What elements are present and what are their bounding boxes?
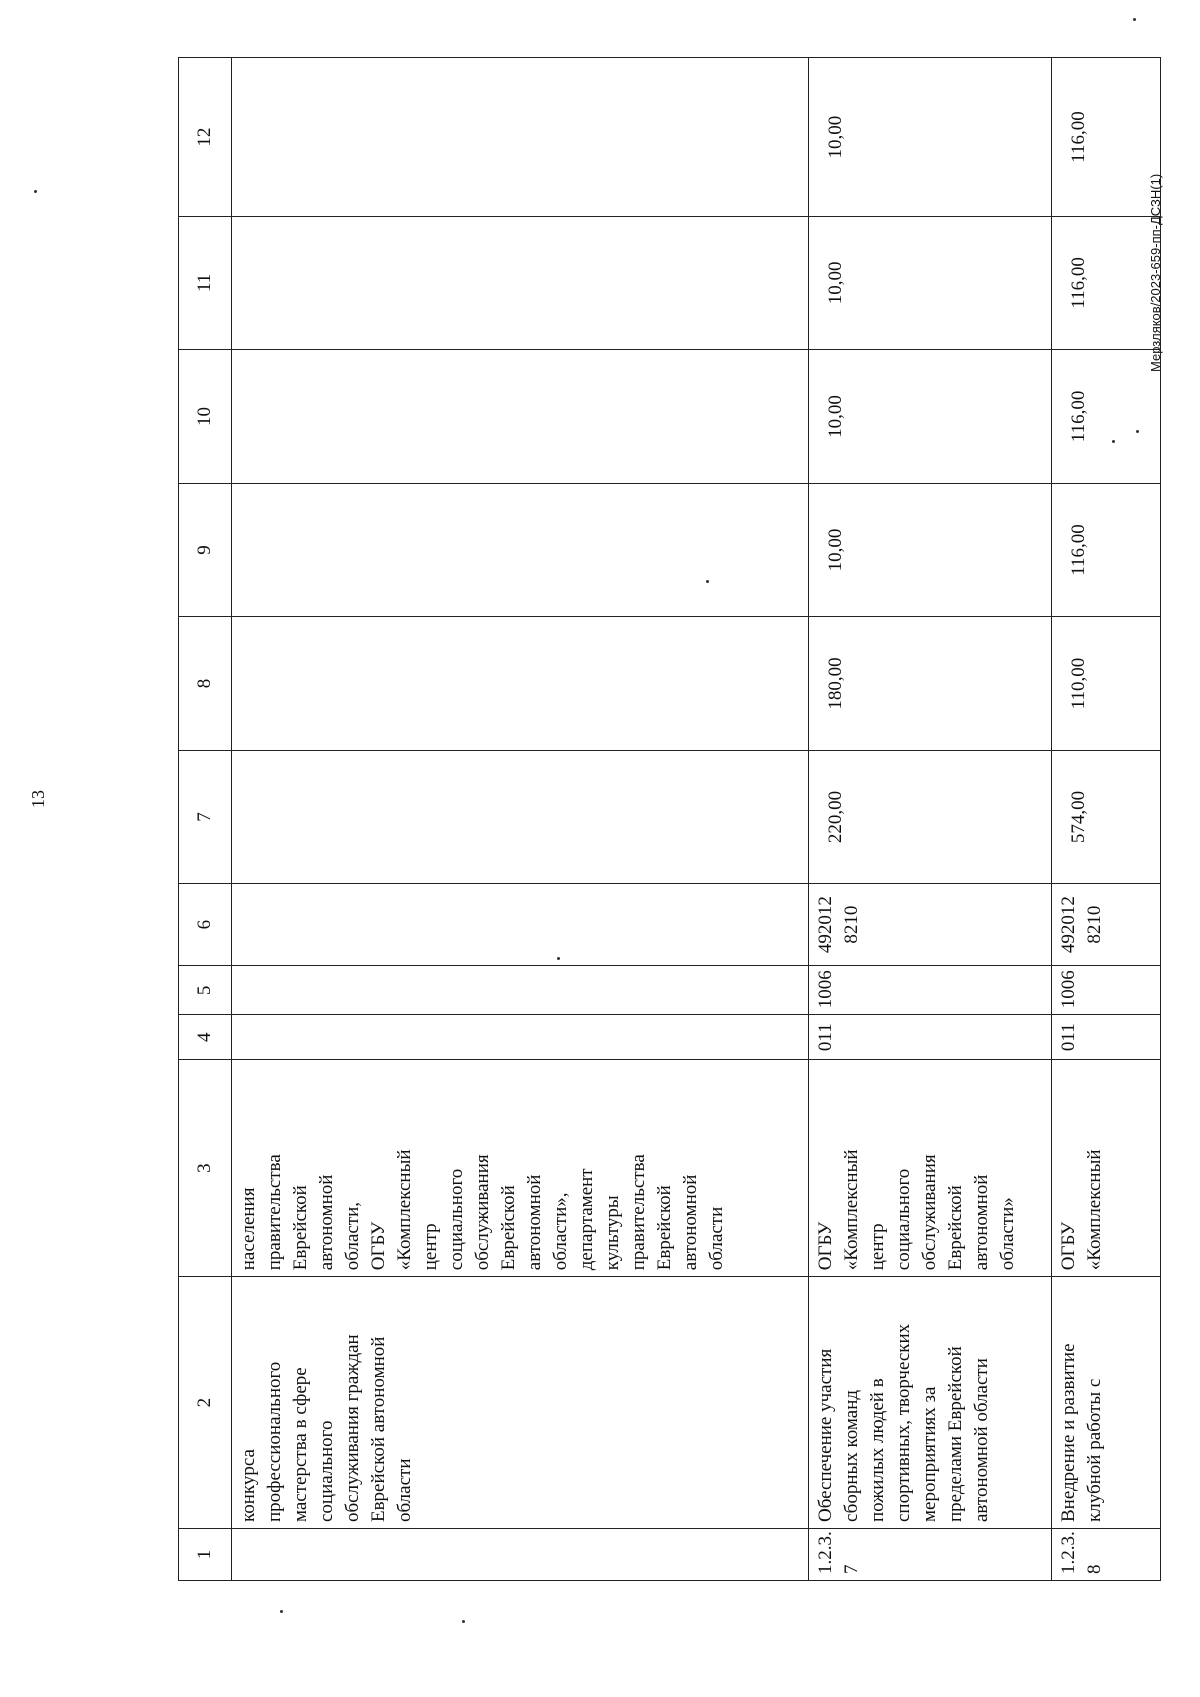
scan-speck [1133,18,1136,21]
table-row [232,58,809,1581]
amount-cell-7 [232,751,809,884]
header-cell-11: 11 [179,217,232,350]
header-cell-3: 3 [179,1060,232,1277]
amount-cell-10: 10,00 [809,349,1052,484]
scan-speck [462,1620,465,1623]
item-number-cell: 1.2.3. 7 [809,1529,1052,1581]
code-cell-6: 492012 8210 [809,883,1052,966]
header-cell-8: 8 [179,616,232,751]
item-number-cell [232,1529,809,1581]
document-code: Мерзляков/2023-659-пп-ДСЗН(1) [1148,173,1163,372]
header-cell-7: 7 [179,751,232,884]
page-number: 13 [28,790,48,808]
header-cell-2: 2 [179,1277,232,1529]
header-cell-10: 10 [179,349,232,484]
code-cell-4 [232,1015,809,1060]
code-cell-6 [232,883,809,966]
amount-cell-12 [232,58,809,217]
amount-cell-9: 116,00 [1052,484,1161,617]
amount-cell-11 [232,217,809,350]
amount-cell-8: 180,00 [809,616,1052,751]
activity-name-cell: конкурса профессионального мастерства в сфере социального обслуживания граждан Еврейской автономной области [232,1277,809,1529]
amount-cell-7: 220,00 [809,751,1052,884]
amount-cell-11: 10,00 [809,217,1052,350]
table-header-row [179,58,232,1581]
amount-cell-7: 574,00 [1052,751,1161,884]
header-cell-12: 12 [179,58,232,217]
header-cell-4: 4 [179,1015,232,1060]
executor-cell: ОГБУ «Комплексный [1052,1060,1161,1277]
amount-cell-8 [232,616,809,751]
code-cell-5: 1006 [1052,966,1161,1015]
activity-name-cell: Обеспечение участия сборных команд пожилых людей в спортивных, творческих мероприятиях за пределами Еврейской автономной области [809,1277,1052,1529]
code-cell-6: 492012 8210 [1052,883,1161,966]
amount-cell-12: 116,00 [1052,58,1161,217]
code-cell-4: 011 [809,1015,1052,1060]
item-number-cell: 1.2.3. 8 [1052,1529,1161,1581]
amount-cell-9: 10,00 [809,484,1052,617]
table-row [1052,58,1161,1581]
code-cell-5: 1006 [809,966,1052,1015]
table-row [809,58,1052,1581]
header-cell-9: 9 [179,484,232,617]
header-cell-1: 1 [179,1529,232,1581]
amount-cell-10: 116,00 [1052,349,1161,484]
header-cell-5: 5 [179,966,232,1015]
rotated-table-wrapper [178,57,1105,1581]
amount-cell-12: 10,00 [809,58,1052,217]
program-activities-table [178,57,1161,1581]
amount-cell-11: 116,00 [1052,217,1161,350]
amount-cell-9 [232,484,809,617]
activity-name-cell: Внедрение и развитие клубной работы с [1052,1277,1161,1529]
executor-cell: населения правительства Еврейской автономной области, ОГБУ «Комплексный центр социального обслуживания Еврейской автономной области», департамент культуры правительства Еврейской автономной области [232,1060,809,1277]
code-cell-4: 011 [1052,1015,1161,1060]
scan-speck [34,190,37,193]
executor-cell: ОГБУ «Комплексный центр социального обслуживания Еврейской автономной области» [809,1060,1052,1277]
scan-speck [280,1610,283,1613]
amount-cell-8: 110,00 [1052,616,1161,751]
header-cell-6: 6 [179,883,232,966]
code-cell-5 [232,966,809,1015]
amount-cell-10 [232,349,809,484]
